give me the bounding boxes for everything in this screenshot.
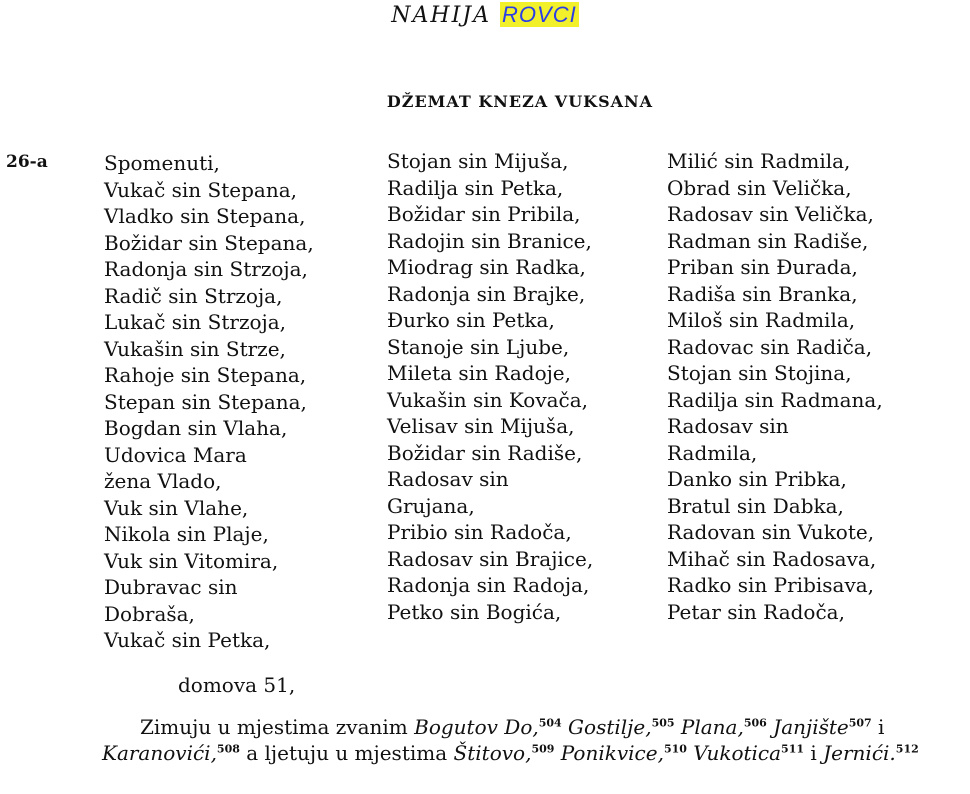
footnote-ref: 507: [848, 716, 872, 730]
name-entry: Dubravac sin: [104, 575, 238, 599]
name-entry: Božidar sin Radiše,: [387, 440, 583, 465]
name-entry: Petko sin Bogića,: [387, 599, 562, 624]
name-entry: Vukač sin Stepana,: [104, 177, 298, 202]
footnote-ref: 508: [216, 742, 240, 756]
place-name: Jernići.: [823, 741, 896, 765]
place-name: Bogutov Do,: [414, 715, 539, 739]
name-entry: Vukašin sin Strze,: [104, 336, 286, 361]
name-entry: Bratul sin Dabka,: [667, 493, 844, 518]
name-entry: Radosav sin Brajice,: [387, 546, 594, 571]
place-name: Ponikvice,: [560, 741, 664, 765]
footnote-ref: 505: [651, 716, 675, 730]
name-entry: Miodrag sin Radka,: [387, 255, 586, 279]
name-entry: Stanoje sin Ljube,: [387, 334, 570, 359]
place-name: Karanovići,: [102, 741, 217, 765]
footnote-ref: 512: [895, 742, 919, 756]
name-entry: Stepan sin Stepana,: [104, 389, 307, 414]
name-entry: Milić sin Radmila,: [667, 149, 851, 173]
name-entry: Lukač sin Strzoja,: [104, 310, 287, 334]
section-title: DŽEMAT KNEZA VUKSANA: [386, 92, 654, 111]
name-entry: Radonja sin Brajke,: [387, 281, 586, 306]
name-entry: Radosav sin: [667, 414, 789, 438]
place-name: Janjište: [773, 715, 849, 739]
name-entry: Vukašin sin Kovača,: [387, 387, 589, 412]
name-entry: Stojan sin Mijuša,: [387, 149, 569, 173]
place-name: Štitovo,: [453, 741, 532, 765]
name-entry: Radosav sin: [387, 467, 509, 491]
place-name: Plana,: [680, 715, 744, 739]
name-entry: Radič sin Strzoja,: [104, 283, 283, 308]
place-name: Vukotica: [693, 741, 782, 765]
name-entry: Radojin sin Branice,: [387, 228, 592, 253]
name-entry: Nikola sin Plaje,: [104, 522, 269, 546]
name-entry: Obrad sin Velička,: [667, 175, 852, 200]
footnote-ref: 504: [538, 716, 562, 730]
name-entry: Radosav sin Velička,: [667, 202, 874, 226]
name-entry: Spomenuti,: [104, 151, 220, 175]
name-entry: Grujana,: [387, 493, 475, 518]
name-entry: Radovan sin Vukote,: [667, 520, 875, 544]
name-entry: Radman sin Radiše,: [667, 228, 869, 253]
name-entry: Dobraša,: [104, 601, 195, 626]
name-entry: Vladko sin Stepana,: [104, 204, 306, 228]
footnote-ref: 509: [531, 742, 555, 756]
name-entry: Radiša sin Branka,: [667, 281, 858, 306]
footnote-ref: 510: [663, 742, 687, 756]
name-entry: Vuk sin Vlahe,: [104, 495, 249, 520]
name-entry: Petar sin Radoča,: [667, 599, 845, 624]
name-entry: Danko sin Pribka,: [667, 467, 847, 491]
name-entry: Božidar sin Pribila,: [387, 202, 581, 226]
name-entry: Rahoje sin Stepana,: [104, 363, 307, 387]
name-entry: Radonja sin Radoja,: [387, 573, 590, 597]
name-entry: Miloš sin Radmila,: [667, 308, 856, 332]
names-column-2: [387, 148, 593, 625]
para-text: i: [804, 741, 824, 765]
para-text: a ljetuju u mjestima: [239, 741, 454, 765]
name-entry: Božidar sin Stepana,: [104, 230, 314, 255]
page-number: 26-a: [6, 152, 48, 172]
para-text: Zimuju u mjestima zvanim: [140, 715, 415, 739]
header-highlighted-word: ROVCI: [502, 2, 577, 27]
name-entry: Udovica Mara: [104, 442, 247, 467]
name-entry: Mileta sin Radoje,: [387, 361, 572, 385]
place-name: Gostilje,: [568, 715, 652, 739]
households-total: domova 51,: [178, 673, 296, 697]
para-text: i: [871, 715, 885, 739]
name-entry: Radonja sin Strzoja,: [104, 257, 308, 281]
name-entry: Đurko sin Petka,: [387, 308, 555, 332]
footnote-ref: 506: [743, 716, 767, 730]
name-entry: Vukač sin Petka,: [104, 628, 271, 652]
name-entry: Radilja sin Petka,: [387, 175, 564, 200]
name-entry: Radovac sin Radiča,: [667, 334, 873, 359]
page-header: [0, 2, 970, 28]
name-entry: Mihač sin Radosava,: [667, 546, 877, 571]
header-prefix: NAHIJA: [391, 3, 501, 28]
name-entry: Radilja sin Radmana,: [667, 387, 883, 412]
name-entry: Pribio sin Radoča,: [387, 520, 572, 544]
names-column-3: [667, 148, 883, 625]
name-entry: žena Vlado,: [104, 469, 222, 493]
name-entry: Stojan sin Stojina,: [667, 361, 852, 385]
name-entry: Velisav sin Mijuša,: [387, 414, 575, 438]
footnote-ref: 511: [781, 742, 805, 756]
name-entry: Radmila,: [667, 440, 758, 465]
closing-paragraph: [102, 714, 922, 766]
names-column-1: [104, 150, 314, 654]
name-entry: Priban sin Đurada,: [667, 255, 858, 279]
name-entry: Radko sin Pribisava,: [667, 573, 875, 597]
name-entry: Vuk sin Vitomira,: [104, 548, 279, 573]
name-entry: Bogdan sin Vlaha,: [104, 416, 288, 440]
